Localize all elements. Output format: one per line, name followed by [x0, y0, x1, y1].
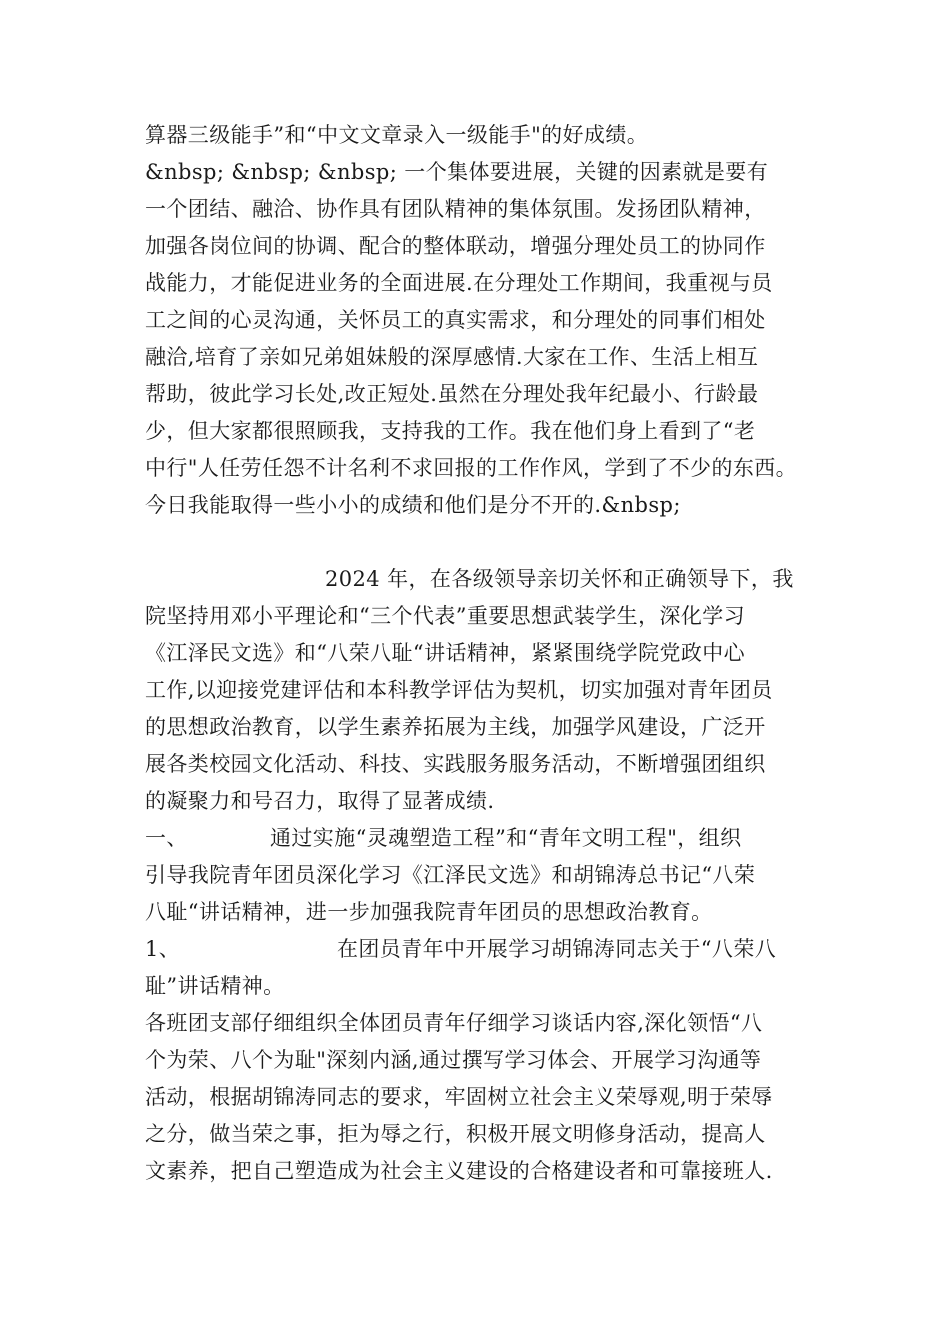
- text-line: 引导我院青年团员深化学习《江泽民文选》和胡锦涛总书记“八荣: [145, 863, 756, 887]
- section-number: 一、: [145, 826, 188, 850]
- text-line: 的凝聚力和号召力，取得了显著成绩.: [145, 789, 495, 813]
- text-line: 各班团支部仔细组织全体团员青年仔细学习谈话内容,深化领悟“八: [145, 1011, 763, 1035]
- text-line: &nbsp; &nbsp; &nbsp; 一个集体要进展，关键的因素就是要有: [145, 160, 769, 184]
- item-number: 1、: [145, 937, 181, 961]
- section-heading: 通过实施“灵魂塑造工程”和“青年文明工程"，组织: [270, 826, 742, 850]
- text-line: 文素养，把自己塑造成为社会主义建设的合格建设者和可靠接班人.: [145, 1159, 773, 1183]
- text-line: 耻”讲话精神。: [145, 974, 285, 998]
- text-line: 算器三级能手”和“中文文章录入一级能手"的好成绩。: [145, 123, 649, 147]
- text-line: 《江泽民文选》和“八荣八耻“讲话精神，紧紧围绕学院党政中心: [145, 641, 746, 665]
- text-line: 工之间的心灵沟通，关怀员工的真实需求，和分理处的同事们相处: [145, 308, 766, 332]
- text-line: 少，但大家都很照顾我，支持我的工作。我在他们身上看到了“老: [145, 419, 756, 443]
- text-line: 2024 年，在各级领导亲切关怀和正确领导下，我: [325, 567, 794, 591]
- item-heading: 在团员青年中开展学习胡锦涛同志关于“八荣八: [337, 937, 777, 961]
- text-line: 的思想政治教育，以学生素养拓展为主线，加强学风建设，广泛开: [145, 715, 766, 739]
- text-line: 帮助，彼此学习长处,改正短处.虽然在分理处我年纪最小、行龄最: [145, 382, 759, 406]
- text-line: 一个团结、融洽、协作具有团队精神的集体氛围。发扬团队精神，: [145, 197, 766, 221]
- text-line: 战能力，才能促进业务的全面进展.在分理处工作期间，我重视与员: [145, 271, 773, 295]
- text-line: 活动，根据胡锦涛同志的要求，牢固树立社会主义荣辱观,明于荣辱: [145, 1085, 773, 1109]
- text-line: 今日我能取得一些小小的成绩和他们是分不开的.&nbsp;: [145, 493, 681, 517]
- text-line: 中行"人任劳任怨不计名利不求回报的工作作风，学到了不少的东西。: [145, 456, 798, 480]
- text-line: 院坚持用邓小平理论和“三个代表”重要思想武装学生，深化学习: [145, 604, 746, 628]
- text-line: 融洽,培育了亲如兄弟姐妹般的深厚感情.大家在工作、生活上相互: [145, 345, 759, 369]
- text-line: 之分，做当荣之事，拒为辱之行，积极开展文明修身活动，提高人: [145, 1122, 766, 1146]
- text-line: 工作,以迎接党建评估和本科教学评估为契机，切实加强对青年团员: [145, 678, 773, 702]
- text-line: 展各类校园文化活动、科技、实践服务服务活动，不断增强团组织: [145, 752, 766, 776]
- text-line: 加强各岗位间的协调、配合的整体联动，增强分理处员工的协同作: [145, 234, 766, 258]
- text-line: 个为荣、八个为耻"深刻内涵,通过撰写学习体会、开展学习沟通等: [145, 1048, 762, 1072]
- text-line: 八耻“讲话精神，进一步加强我院青年团员的思想政治教育。: [145, 900, 713, 924]
